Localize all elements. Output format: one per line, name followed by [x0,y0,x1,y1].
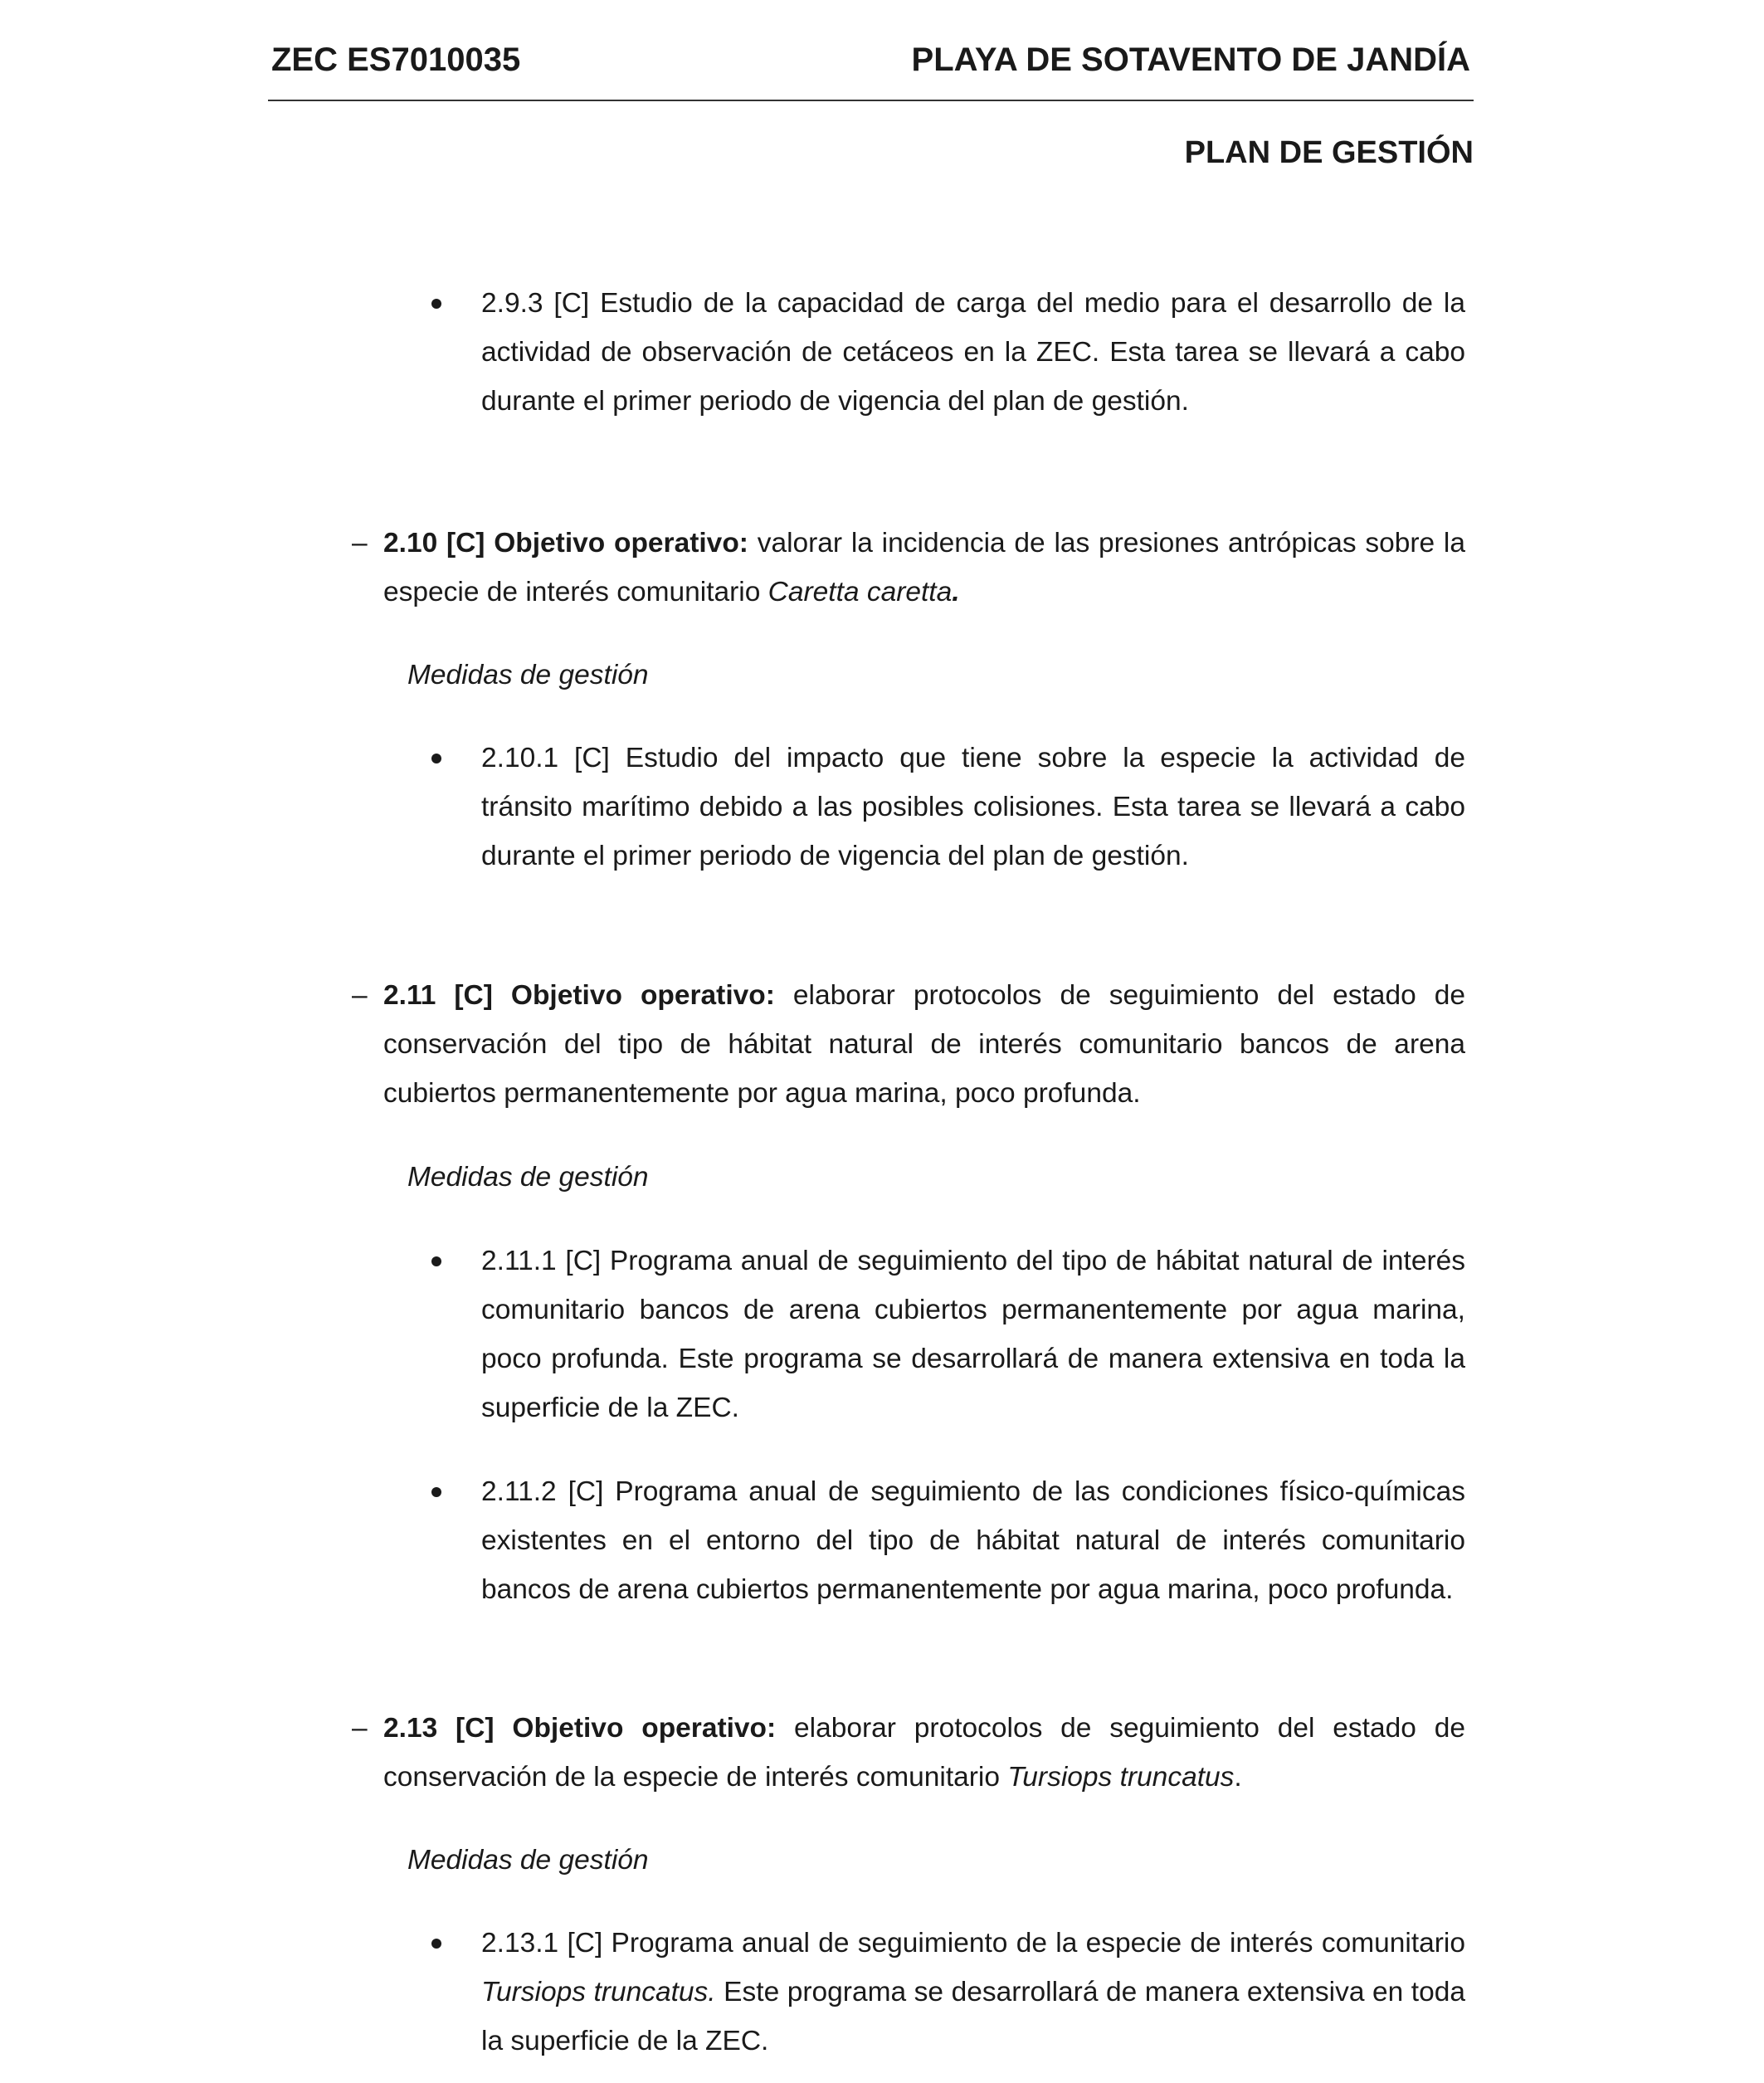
bullet-icon [431,1256,441,1266]
species-name: Tursiops truncatus [1007,1762,1235,1793]
measure-2-13-1 [481,1919,1465,2066]
measures-heading: Medidas de gestión [407,1162,649,1193]
objective-text: elaborar protocolos de seguimiento del estado de conservación de la especie de interés comunitario [383,1713,1465,1793]
dash-marker: – [352,980,368,1011]
objective-2-11 [383,971,1465,1118]
measures-heading: Medidas de gestión [407,1845,649,1876]
objective-2-13 [383,1704,1465,1802]
site-code: ZEC ES7010035 [271,41,521,78]
measure-2-11-1: 2.11.1 [C] Programa anual de seguimiento del tipo de hábitat natural de interés comunitario bancos de arena cubiertos permanentemente por agua marina, poco profunda. Este programa se desarrollará de manera extensiva en toda la superficie de la ZEC. [481,1246,1465,1423]
site-name: PLAYA DE SOTAVENTO DE JANDÍA [911,41,1470,78]
measure-text: 2.13.1 [C] Programa anual de seguimiento de la especie de interés comunitario [481,1928,1465,1959]
dash-marker: – [352,528,368,559]
objective-text: valorar la incidencia de las presiones antrópicas sobre la especie de interés comunitario [383,528,1465,607]
measure-2-10-1: 2.10.1 [C] Estudio del impacto que tiene sobre la especie la actividad de tránsito marítimo debido a las posibles colisiones. Esta tarea se llevará a cabo durante el primer periodo de vigencia del plan de gestión. [481,743,1465,871]
measures-heading: Medidas de gestión [407,660,649,690]
objective-end: . [952,577,960,607]
measure-2-11-2: 2.11.2 [C] Programa anual de seguimiento de las condiciones físico-químicas existentes en el entorno del tipo de hábitat natural de interés comunitario bancos de arena cubiertos permanentemente por agua marina, poco profunda. [481,1476,1465,1605]
objective-end: . [1234,1762,1242,1793]
bullet-icon [431,1939,441,1949]
bullet-icon [431,299,441,309]
bullet-icon [431,754,441,763]
measure-2-9-3: 2.9.3 [C] Estudio de la capacidad de carga del medio para el desarrollo de la actividad de observación de cetáceos en la ZEC. Esta tarea se llevará a cabo durante el primer periodo de vigencia del plan de gestión. [481,288,1465,417]
objective-label: 2.11 [C] Objetivo operativo: [383,980,775,1011]
document-subtitle: PLAN DE GESTIÓN [1184,135,1474,170]
dash-marker: – [352,1713,368,1744]
objective-label: 2.13 [C] Objetivo operativo: [383,1713,777,1744]
species-name: Caretta caretta [767,577,953,607]
objective-2-10 [383,519,1465,617]
species-name: Tursiops truncatus. [481,1977,716,2007]
objective-text: elaborar protocolos de seguimiento del estado de conservación del tipo de hábitat natural de interés comunitario bancos de arena cubiertos permanentemente por agua marina, poco profunda. [383,980,1465,1109]
measure-text: Este programa se desarrollará de manera extensiva en toda la superficie de la ZEC. [481,1977,1465,2056]
objective-label: 2.10 [C] Objetivo operativo: [383,528,748,559]
bullet-icon [431,1487,441,1497]
